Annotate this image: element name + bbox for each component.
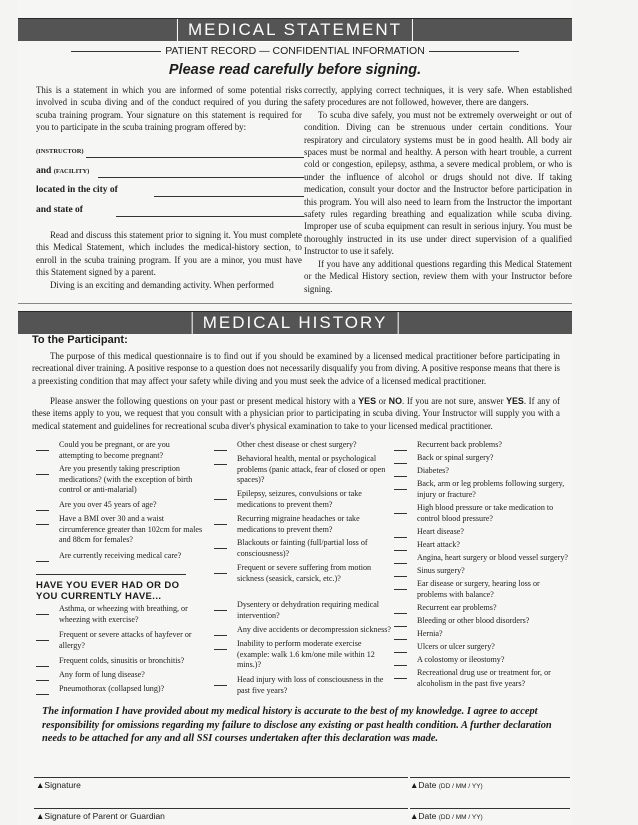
answer-blank[interactable] — [214, 499, 227, 500]
statement-intro: This is a statement in which you are informed of some potential risks involved in scuba diving and of the conduct required of you during the scuba training program. Your signature on this statement is required for you to participate in the scuba training program offered by: — [36, 85, 302, 133]
date-label-2: ▲Date (DD / MM / YY) — [410, 811, 483, 821]
answer-blank[interactable] — [394, 537, 407, 538]
signature-label: ▲Signature — [36, 780, 81, 790]
patient-record-label: PATIENT RECORD — CONFIDENTIAL INFORMATION — [18, 45, 572, 57]
answer-blank[interactable] — [394, 576, 407, 577]
answer-blank[interactable] — [214, 573, 227, 574]
answer-blank[interactable] — [214, 635, 227, 636]
city-field[interactable]: located in the city of — [36, 185, 304, 199]
medical-history-title: MEDICAL HISTORY — [192, 312, 399, 335]
answer-blank[interactable] — [394, 550, 407, 551]
answer-blank[interactable] — [394, 639, 407, 640]
answer-blank[interactable] — [394, 589, 407, 590]
facility-field[interactable]: and (FACILITY) — [36, 166, 304, 180]
answer-blank[interactable] — [214, 548, 227, 549]
answer-blank[interactable] — [214, 685, 227, 686]
answer-blank[interactable] — [36, 666, 49, 667]
date-line-1[interactable] — [410, 777, 570, 778]
instructor-field[interactable]: (INSTRUCTOR) — [36, 146, 304, 160]
to-participant-heading: To the Participant: — [32, 334, 128, 346]
subhead-rule — [36, 574, 186, 575]
state-field[interactable]: and state of — [36, 205, 304, 219]
answer-blank[interactable] — [394, 665, 407, 666]
signature-line[interactable] — [34, 777, 408, 778]
have-you-ever-heading: HAVE YOU EVER HAD OR DO YOU CURRENTLY HAVE... — [36, 580, 180, 602]
statement-left-column-2 — [36, 229, 302, 291]
answer-blank[interactable] — [394, 463, 407, 464]
answer-blank[interactable] — [36, 524, 49, 525]
medical-form-page: MEDICAL STATEMENT PATIENT RECORD — CONFIDENTIAL INFORMATION Please read carefully before signing. This is a statement in which you are informed of some potential risks involved in scuba diving and of the conduct required of you during the scuba training program. Your signature on this statement is required for you to participate in the scuba training program offered by: (INSTRUCTOR) and (FACILITY) located in the city of and state of Read and discuss this statement prior to signing it. You must complete this Medical Statement, which includes the medical-history section, to enroll in the scuba training program. If you are a minor, you must have this Statement signed by a parent. Diving is an exciting and demanding activity. When performed correctly, applying correct techniques, it is very safe. When established safety procedures are not followed, however, there are dangers. To scuba dive safely, you must not be extremely overweight or out of condition. Diving can be strenuous under certain conditions. Your respiratory and circulatory systems must be in good health. All body air spaces must be normal and healthy. A person with heart trouble, a current cold or congestion, epilepsy, asthma, a severe medical problem, or who is under the influence of alcohol or drugs should not dive. If taking medication, consult your doctor and the Instructor before participation in this program. You will also need to learn from the Instructor the important safety rules regarding breathing and equalization while scuba diving. Improper use of scuba equipment can result in serious injury. You must be thoroughly instructed in its use under direct supervision of a qualified Instructor to use it safely. If you have any additional questions regarding this Medical Statement or the Medical History section, review them with your Instructor before signing. MEDICAL HISTORY To the Participant: The purpose of this medical questionnaire is to find out if you should be examined by a licensed medical practitioner before participating in recreational diver training. A positive response to a question does not necessarily disqualify you from diving. A positive response means that there is a preexisting condition that may affect your safety while diving and you must seek the advice of a licensed medical practitioner. Please answer the following questions on your past or present medical history with a YES or NO. If you are not sure, answer YES. If any of these items apply to you, we request that you consult with a physician prior to participating in scuba diving. Your Instructor will supply you with a medical statement and guidelines for recreational scuba diver's physical examination to take to your licensed medical practitioner. Could you be pregnant, or are you attempting to become pregnant? Are you presently taking prescription medications? (with the exception of birth control or anti-malarial) Are you over 45 years of age? Have a BMI over 30 and a waist circumference greater than 102cm for males and 88cm for females? Are currently receiving medical care? HAVE YOU EVER HAD OR DO YOU CURRENTLY HAVE... Asthma, or wheezing with breathing, or wheezing with exercise? Frequent or severe attacks of hayfever or allergy? Frequent colds, sinusitis or bronchitis? Any form of lung disease? Pneumothorax (collapsed lung)? Other chest disease or chest surgery? Behavioral health, mental or psychological problems (panic attack, fear of closed or open spaces)? Epilepsy, seizures, convulsions or take medications to prevent them? Recurring migraine headaches or take medications to prevent them? Blackouts or fainting (full/partial loss of consciousness)? Frequent or severe suffering from motion sickness (seasick, carsick, etc.)? Dysentery or dehydration requiring medical intervention? Any dive accidents or decompression sickness? Inability to perform moderate exercise (example: walk 1.6 km/one mile within 12 mins.)? Head injury with loss of consciousness in the past five years? Recurrent back problems? Back or spinal surgery? Diabetes? Back, arm or leg problems following surgery, injury or fracture? High blood pressure or take medication to control blood pressure? Heart disease? Heart attack? Angina, heart surgery or blood vessel surgery? Sinus surgery? Ear disease or surgery, hearing loss or problems with balance? Recurrent ear problems? Bleeding or other blood disorders? Hernia? Ulcers or ulcer surgery? A colostomy or ileostomy? Recreational drug use or treatment for, or alcoholism in the past five years? The information I have provided about my medical history is accurate to the best of my knowledge. I agree to accept responsibility for omissions regarding my failure to disclose any existing or past health condition. A further declaration needs to be attached for any and all SSI courses undertaken after this declaration was made. ▲Signature ▲Date (DD / MM / YY) ▲Signature of Parent or Guardian ▲Date (DD / MM / YY) — [18, 0, 572, 825]
answer-blank[interactable] — [36, 474, 49, 475]
answer-blank[interactable] — [394, 476, 407, 477]
statement-right-column — [304, 84, 572, 295]
parent-signature-line[interactable] — [34, 808, 408, 809]
date-label-1: ▲Date (DD / MM / YY) — [410, 780, 483, 790]
statement-safety: To scuba dive safely, you must not be extremely overweight or out of condition. Diving can be strenuous under certain conditions. Your respiratory and circulatory systems must be in good health. All body air spaces must be normal and healthy. A person with heart trouble, a current cold or congestion, epilepsy, asthma, a severe medical problem, or who is under the influence of alcohol or drugs should not dive. If taking medication, consult your doctor and the Instructor before participation in this program. You will also need to learn from the Instructor the important safety rules regarding breathing and equalization while scuba diving. Improper use of scuba equipment can result in serious injury. You must be thoroughly instructed in its use under direct supervision of a qualified Instructor to use it safely. — [304, 109, 572, 257]
answer-blank[interactable] — [394, 626, 407, 627]
answer-blank[interactable] — [36, 640, 49, 641]
history-intro-2: Please answer the following questions on your past or present medical history with a YES or NO. If you are not sure, answer YES. If any of these items apply to you, we request that you consult with a physician prior to participating in scuba diving. Your Instructor will supply you with a medical statement and guidelines for recreational scuba diver's physical examination to take to your licensed medical practitioner. — [32, 396, 561, 431]
statement-read-discuss: Read and discuss this statement prior to signing it. You must complete this Medical Statement, which includes the medical-history section, to enroll in the scuba training program. If you are a minor, you must have this Statement signed by a parent. — [36, 230, 302, 278]
answer-blank[interactable] — [394, 652, 407, 653]
medical-history-header — [18, 311, 572, 334]
statement-left-column — [36, 84, 302, 134]
answer-blank[interactable] — [394, 489, 407, 490]
date-line-2[interactable] — [410, 808, 570, 809]
section-divider — [18, 303, 572, 304]
answer-blank[interactable] — [394, 563, 407, 564]
declaration-text: The information I have provided about my medical history is accurate to the best of my knowledge. I agree to accept responsibility for omissions regarding my failure to disclose any existing or past health condition. A further declaration needs to be attached for any and all SSI courses undertaken after this declaration was made. — [42, 706, 552, 745]
answer-blank[interactable] — [394, 678, 407, 679]
answer-blank[interactable] — [394, 513, 407, 514]
medical-statement-header — [18, 18, 572, 41]
statement-correctly: correctly, applying correct techniques, it is very safe. When established safety procedures are not followed, however, there are dangers. — [304, 85, 572, 108]
answer-blank[interactable] — [394, 450, 407, 451]
answer-blank[interactable] — [36, 614, 49, 615]
answer-blank[interactable] — [36, 510, 49, 511]
answer-blank[interactable] — [214, 464, 227, 465]
answer-blank[interactable] — [214, 450, 227, 451]
answer-blank[interactable] — [394, 613, 407, 614]
statement-questions: If you have any additional questions regarding this Medical Statement or the Medical History section, review them with your Instructor before signing. — [304, 258, 572, 294]
answer-blank[interactable] — [214, 524, 227, 525]
answer-blank[interactable] — [214, 610, 227, 611]
answer-blank[interactable] — [214, 649, 227, 650]
answer-blank[interactable] — [36, 680, 49, 681]
answer-blank[interactable] — [36, 694, 49, 695]
answer-blank[interactable] — [36, 561, 49, 562]
parent-signature-label: ▲Signature of Parent or Guardian — [36, 811, 165, 821]
read-carefully-heading: Please read carefully before signing. — [168, 62, 422, 78]
history-intro-1: The purpose of this medical questionnaire is to find out if you should be examined by a licensed medical practitioner before participating in recreational diver training. A positive response to a question does not necessarily disqualify you from diving. A positive response means that there is a preexisting condition that may affect your safety while diving and you must seek the advice of a licensed medical practitioner. — [32, 351, 560, 386]
medical-statement-title: MEDICAL STATEMENT — [177, 19, 413, 42]
statement-diving-exciting: Diving is an exciting and demanding activity. When performed — [50, 279, 274, 290]
answer-blank[interactable] — [36, 450, 49, 451]
